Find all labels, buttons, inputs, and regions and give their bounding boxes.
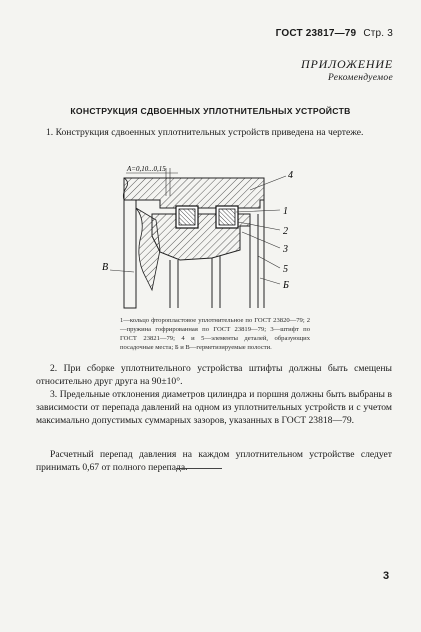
paragraph-3: 3. Предельные отклонения диаметров цилиндра и поршня должны быть выбраны в зависимости от перепада давлений на одном из уплотнительных устройств и с учетом максимально допустимых суммарных зазоров, указанных в ГОСТ 23818—79. xyxy=(36,389,392,426)
end-rule xyxy=(176,468,222,469)
paragraph-4: Расчетный перепад давления на каждом уплотнительном устройстве следует принимать 0,67 от полного перепада. xyxy=(36,449,392,473)
drawing-label-4: 4 xyxy=(288,170,293,181)
page-label: Стр. 3 xyxy=(363,28,393,39)
drawing-label-5: 5 xyxy=(283,264,288,275)
seal-drawing xyxy=(100,160,320,310)
paragraph-1: 1. Конструкция сдвоенных уплотнительных устройств приведена на чертеже. xyxy=(46,127,364,138)
drawing-label-v: В xyxy=(102,262,109,273)
dimension-label: A=0,10...0,15 xyxy=(127,165,166,173)
appendix-title: ПРИЛОЖЕНИЕ xyxy=(301,57,393,71)
appendix-note: Рекомендуемое xyxy=(328,73,393,83)
page-header xyxy=(276,28,393,39)
standard-number: ГОСТ 23817—79 xyxy=(275,28,357,39)
page-number: 3 xyxy=(383,570,390,582)
drawing-label-b: Б xyxy=(283,280,289,291)
drawing-label-3: 3 xyxy=(283,244,288,255)
section-title: КОНСТРУКЦИЯ СДВОЕННЫХ УПЛОТНИТЕЛЬНЫХ УСТРОЙСТВ xyxy=(70,106,351,116)
paragraph-2: 2. При сборке уплотнительного устройства штифты должны быть смещены относительно друг друга на 90±10°. xyxy=(36,363,392,387)
drawing-label-2: 2 xyxy=(283,226,288,237)
figure-caption: 1—кольцо фторопластовое уплотнительное по ГОСТ 23820—79; 2—пружина гофрированная по ГОСТ 23819—79; 3—штифт по ГОСТ 23821—79; 4 и 5—элементы деталей, образующих посадочные места; Б и В—герметизируемые полости. xyxy=(120,317,310,351)
drawing-label-1: 1 xyxy=(283,206,288,217)
